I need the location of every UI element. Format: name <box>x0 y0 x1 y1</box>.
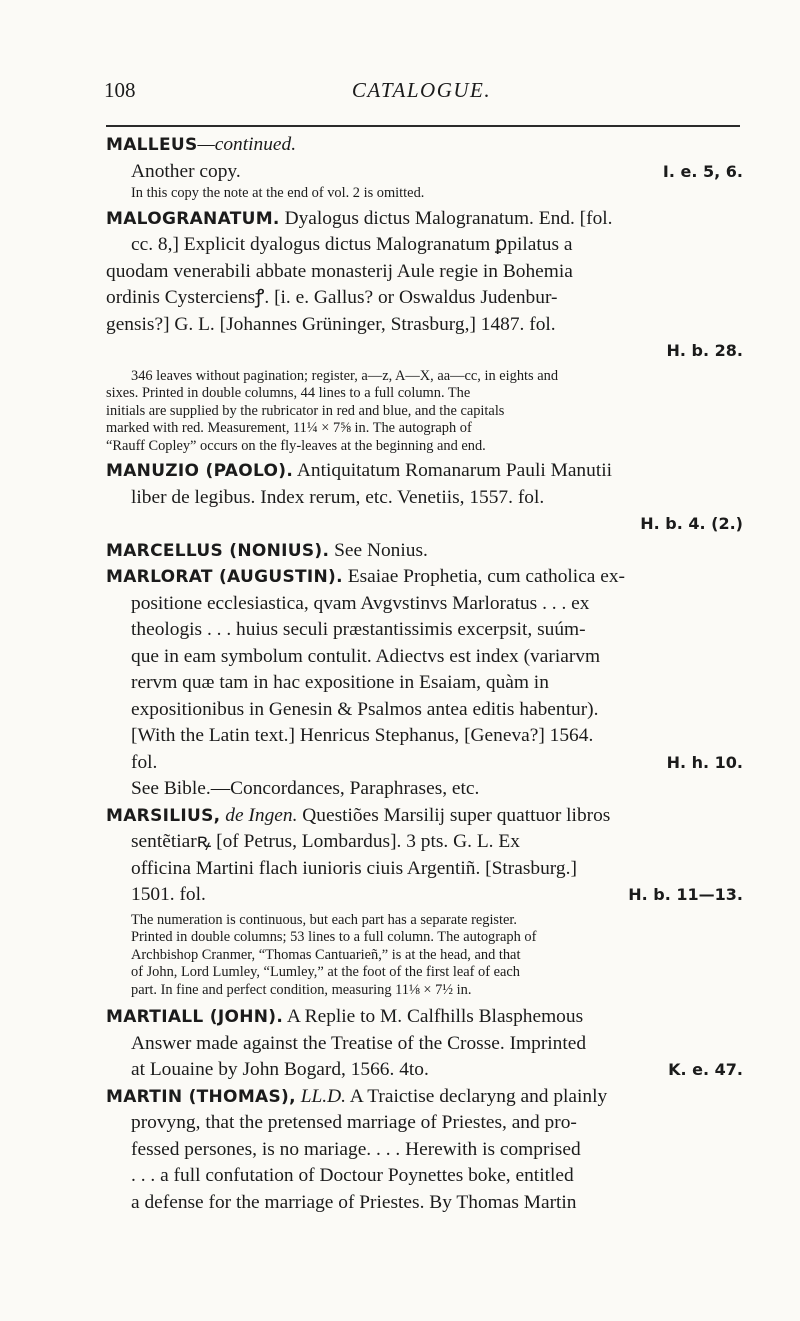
entry-text-line: at Louaine by John Bogard, 1566. 4to. <box>131 1059 429 1080</box>
entry-text-line: cc. 8,] Explicit dyalogus dictus Malogranatum ꝑpilatus a <box>131 234 573 255</box>
entry-text-line: gensis?] G. L. [Johannes Grüninger, Strasburg,] 1487. fol. <box>106 313 556 335</box>
entry-text-line: a defense for the marriage of Priestes. By Thomas Martin <box>131 1191 577 1213</box>
entry-text-line: officina Martini flach iunioris ciuis Argentiñ. [Strasburg.] <box>131 857 577 879</box>
entry-heading: MARTIALL (JOHN). <box>106 1007 284 1027</box>
entry-text-line: que in eam symbolum contulit. Adiectvs est index (variarvm <box>131 645 601 667</box>
running-header <box>100 78 743 108</box>
entry-marsilius <box>106 803 743 1000</box>
catalogue-page <box>100 78 743 1213</box>
shelfmark: K. e. 47. <box>668 1060 743 1079</box>
entry-text-line: rervm quæ tam in hac expositione in Esaiam, quàm in <box>131 672 549 693</box>
entry-heading: MANUZIO (PAOLO). <box>106 461 294 481</box>
entry-text-line: 1501. fol. <box>131 884 206 905</box>
entry-text-line: sentẽtiarꝶ [of Petrus, Lombardus]. 3 pts. G. L. Ex <box>131 831 520 852</box>
shelfmark: H. b. 4. (2.) <box>640 514 743 533</box>
shelfmark: H. h. 10. <box>666 752 743 772</box>
entry-text-line: expositionibus in Genesin & Psalmos antea editis habentur). <box>131 698 599 720</box>
cross-reference: See Nonius. <box>334 539 428 561</box>
entry-note-line: Printed in double columns; 53 lines to a full column. The autograph of <box>131 929 537 945</box>
entry-note-line: The numeration is continuous, but each part has a separate register. <box>131 911 518 928</box>
entry-heading: MARCELLUS (NONIUS). <box>106 540 330 561</box>
entry-heading: MARTIN (THOMAS), <box>106 1086 296 1107</box>
entry-note-line: 346 leaves without pagination; register, a—z, A—X, aa—cc, in eights and <box>131 367 559 384</box>
shelfmark: H. b. 28. <box>666 341 743 360</box>
entry-text-line: Dyalogus dictus Malogranatum. End. [fol. <box>284 207 613 229</box>
entry-text-line: Questiões Marsilij super quattuor libros <box>302 804 611 826</box>
entry-note-line: Archbishop Cranmer, “Thomas Cantuarieñ,” is at the head, and that <box>131 946 521 963</box>
entry-text-line: . . . a full confutation of Doctour Poynettes boke, entitled <box>131 1165 574 1186</box>
entry-note-line: of John, Lord Lumley, “Lumley,” at the foot of the first leaf of each <box>131 964 520 980</box>
entry-text-line: Antiquitatum Romanarum Pauli Manutii <box>296 460 612 481</box>
entry-text-line: quodam venerabili abbate monasterij Aule regie in Bohemia <box>106 260 573 282</box>
shelfmark: H. b. 11—13. <box>628 885 743 904</box>
entry-heading: MALLEUS <box>106 135 198 155</box>
entry-text-line: ordinis Cysterciensꝭ. [i. e. Gallus? or Oswaldus Judenbur- <box>106 287 558 308</box>
heading-suffix: de Ingen. <box>225 804 298 826</box>
entry-text-line: Answer made against the Treatise of the Crosse. Imprinted <box>131 1032 587 1054</box>
entry-martin <box>106 1084 743 1217</box>
continued-label: —continued. <box>197 134 297 155</box>
entry-text-line: A Replie to M. Calfhills Blasphemous <box>286 1006 584 1027</box>
entry-martiall <box>106 1004 743 1084</box>
entry-text-line: fol. <box>131 751 158 773</box>
running-title: CATALOGUE. <box>351 78 492 102</box>
heading-suffix: LL.D. <box>300 1085 346 1107</box>
cross-reference: See Bible.—Concordances, Paraphrases, etc. <box>131 778 480 799</box>
catalogue-body <box>106 132 743 1216</box>
entry-heading: MARSILIUS, <box>106 805 221 826</box>
entry-text-line: provyng, that the pretensed marriage of Priestes, and pro- <box>131 1112 577 1133</box>
entry-text-line: Another copy. <box>131 160 241 182</box>
entry-note-line: In this copy the note at the end of vol. 2 is omitted. <box>131 185 425 201</box>
entry-malleus <box>106 132 743 203</box>
entry-note-line: initials are supplied by the rubricator in red and blue, and the capitals <box>106 402 505 419</box>
entry-heading: MALOGRANATUM. <box>106 208 280 229</box>
page-number: 108 <box>104 78 136 102</box>
entry-text-line: fessed persones, is no mariage. . . . Herewith is comprised <box>131 1138 581 1160</box>
entry-note-line: “Rauff Copley” occurs on the fly-leaves at the beginning and end. <box>106 437 486 454</box>
entry-text-line: theologis . . . huius seculi præstantissimis excerpsit, suúm- <box>131 619 586 640</box>
entry-manuzio <box>106 458 743 538</box>
entry-text-line: A Traictise declaryng and plainly <box>349 1085 608 1107</box>
entry-text-line: positione ecclesiastica, qvam Avgvstinvs Marloratus . . . ex <box>131 592 590 614</box>
entry-heading: MARLORAT (AUGUSTIN). <box>106 567 343 587</box>
header-rule <box>106 125 740 127</box>
shelfmark: I. e. 5, 6. <box>662 161 743 181</box>
entry-marcellus <box>106 538 743 565</box>
entry-text-line: liber de legibus. Index rerum, etc. Venetiis, 1557. fol. <box>131 486 545 508</box>
entry-text-line: [With the Latin text.] Henricus Stephanus, [Geneva?] 1564. <box>131 725 594 746</box>
entry-note-line: marked with red. Measurement, 11¼ × 7⅝ in. The autograph of <box>106 420 472 436</box>
entry-note-line: part. In fine and perfect condition, measuring 11⅛ × 7½ in. <box>131 981 472 998</box>
entry-marlorat <box>106 564 743 803</box>
entry-text-line: Esaiae Prophetia, cum catholica ex- <box>347 566 626 587</box>
entry-malogranatum <box>106 206 743 456</box>
entry-note-line: sixes. Printed in double columns, 44 lines to a full column. The <box>106 385 471 401</box>
